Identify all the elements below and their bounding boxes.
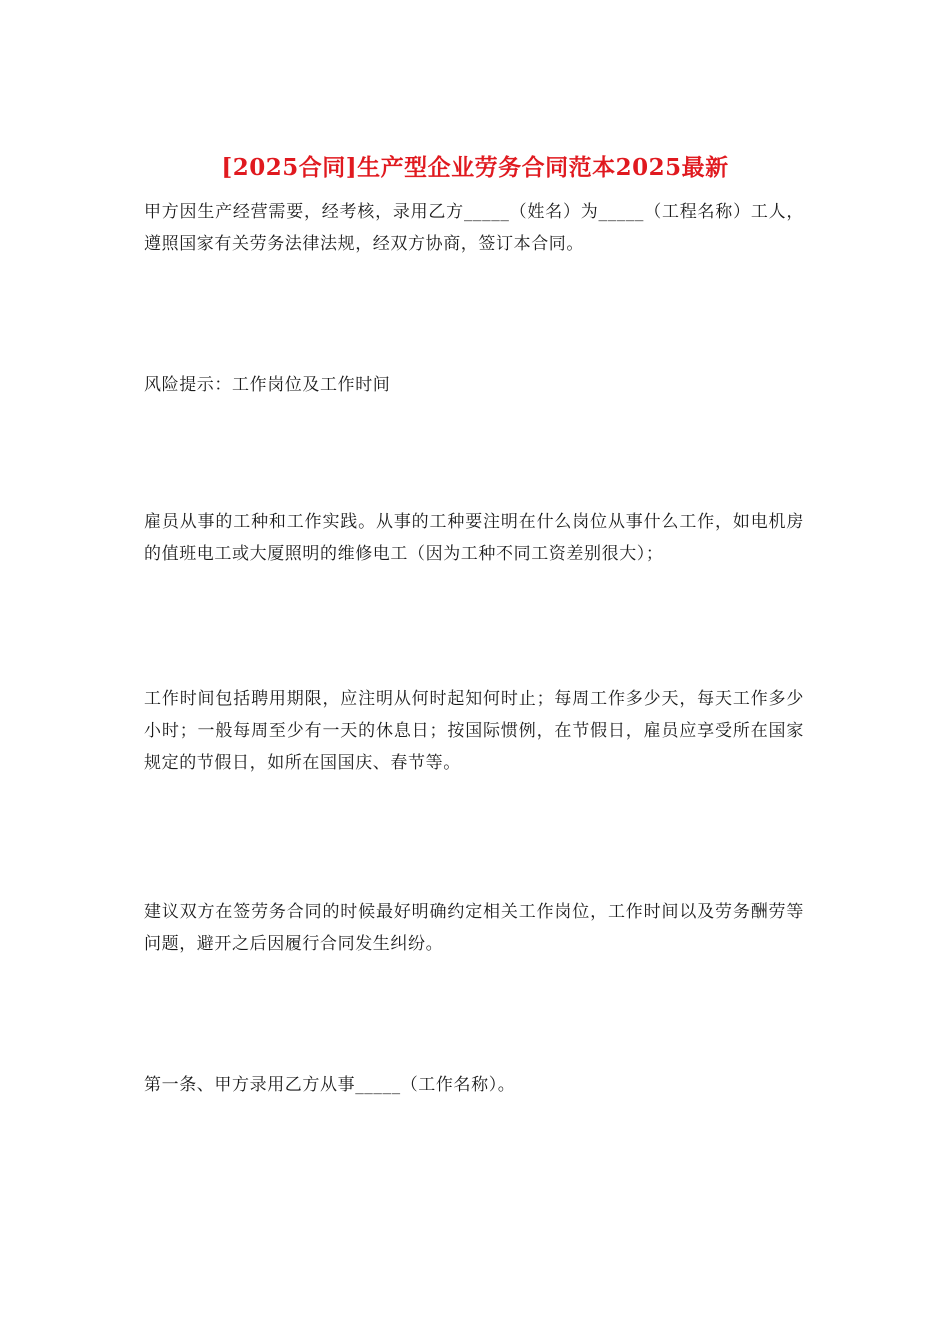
document-title: [2025合同]生产型企业劳务合同范本2025最新	[221, 154, 729, 181]
paragraph-risk-tip: 风险提示：工作岗位及工作时间	[144, 375, 391, 395]
paragraph-intro: 甲方因生产经营需要，经考核，录用乙方_____（姓名）为_____（工程名称）工人，遵照国家有关劳务法律法规，经双方协商，签订本合同。	[144, 202, 804, 254]
paragraph-job-type: 雇员从事的工种和工作实践。从事的工种要注明在什么岗位从事什么工作，如电机房的值班电工或大厦照明的维修电工（因为工种不同工资差别很大）；	[144, 512, 804, 564]
paragraph-working-time: 工作时间包括聘用期限，应注明从何时起知何时止；每周工作多少天，每天工作多少小时；一般每周至少有一天的休息日；按国际惯例，在节假日，雇员应享受所在国家规定的节假日，如所在国国庆、春节等。	[144, 689, 804, 773]
paragraph-suggestion: 建议双方在签劳务合同的时候最好明确约定相关工作岗位，工作时间以及劳务酬劳等问题，避开之后因履行合同发生纠纷。	[144, 902, 804, 954]
paragraph-article-one: 第一条、甲方录用乙方从事_____（工作名称）。	[144, 1075, 516, 1095]
